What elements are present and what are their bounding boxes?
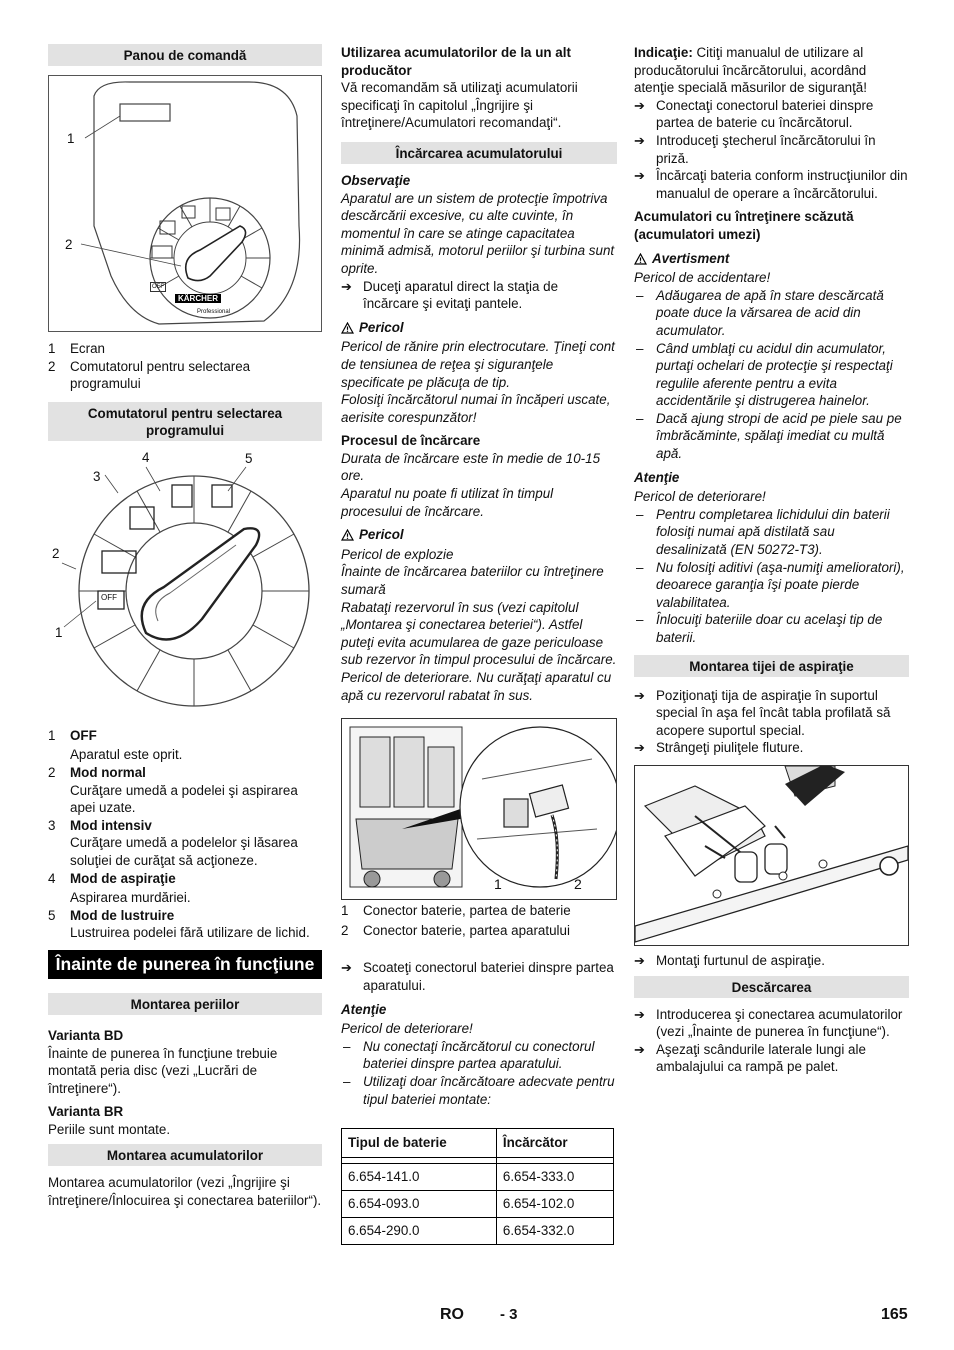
column-right <box>634 44 909 1076</box>
figure-callout-2: 2 <box>574 876 582 893</box>
section-header-unloading: Descărcarea <box>634 976 909 998</box>
list-item: 1 Ecran <box>48 341 105 356</box>
step-item: ➔ Scoateţi conectorul bateriei dinspre partea aparatului. <box>341 959 617 994</box>
suction-bar-figure <box>634 765 909 946</box>
section-header-charging: Încărcarea acumulatorului <box>341 142 617 164</box>
switch-callout-2: 2 <box>52 545 60 561</box>
control-panel-drawing <box>49 76 321 331</box>
section-header-suction-bar: Montarea tijei de aspiraţie <box>634 655 909 677</box>
step-item: ➔ Introduceţi ştecherul încărcătorului în priză. <box>634 132 909 167</box>
table-row <box>342 1218 614 1245</box>
danger-heading: Pericol <box>341 319 617 337</box>
suction-bar-drawing <box>635 766 908 945</box>
footer-language: RO <box>440 1306 464 1323</box>
step-item: ➔ Aşezaţi scândurile laterale lungi ale ambalajului ca rampă pe palet. <box>634 1041 909 1076</box>
step-item: ➔ Încărcaţi bateria conform instrucţiunilor din manualul de operare a încărcătorului. <box>634 167 909 202</box>
column-middle <box>341 44 617 1245</box>
footer-section-number: - 3 <box>500 1306 518 1323</box>
table-cell: 6.654-290.0 <box>342 1218 497 1245</box>
section-header-control-panel: Panou de comandă <box>48 44 322 66</box>
list-item-desc: Lustruirea podelei fără utilizare de lichid. <box>70 925 310 941</box>
list-item: 5 Mod de lustruire <box>48 907 175 923</box>
danger-text: Înainte de încărcarea bateriilor cu întreţinere sumară <box>341 564 604 598</box>
column-left <box>48 44 322 1210</box>
panel-legend <box>48 340 322 393</box>
step-item: ➔ Duceţi aparatul direct la staţia de încărcare şi evitaţi pantele. <box>341 278 617 313</box>
variant-bd-text: Înainte de punerea în funcţiune trebuie montată peria disc (vezi „Lucrări de întreţinere“). <box>48 1045 278 1096</box>
section-header-accumulators: Montarea acumulatorilor <box>48 1144 322 1166</box>
danger-text: Pericol de explozie <box>341 546 454 562</box>
table-cell: 6.654-332.0 <box>496 1218 613 1245</box>
switch-callout-3: 3 <box>93 468 101 484</box>
figure-callout-1: 1 <box>494 876 502 893</box>
step-item: ➔ Strângeţi piuliţele fluture. <box>634 739 909 757</box>
list-item: 1 OFF <box>48 727 97 743</box>
list-item: 2 Comutatorul pentru selectarea programului <box>48 358 251 392</box>
list-item-desc: Curăţare umedă a podelelor şi lăsarea soluţiei de curăţat să acţioneze. <box>70 835 298 868</box>
variant-bd-title: Varianta BD <box>48 1027 124 1043</box>
switch-callout-4: 4 <box>142 449 150 465</box>
warning-triangle-icon <box>341 322 354 334</box>
section-header-brushes: Montarea periilor <box>48 993 322 1015</box>
table-cell: 6.654-093.0 <box>342 1191 497 1218</box>
step-item: ➔ Montaţi furtunul de aspiraţie. <box>634 952 909 970</box>
caution-item: – Nu conectaţi încărcătorul cu conectorul bateriei dinspre partea aparatului. <box>341 1038 617 1073</box>
danger-text: Rabataţi rezervorul în sus (vezi capitolul „Montarea şi conectarea beteriei“). Astfel puteţi evita acumularea de gaze periculoase sub rezervor în timpul procesului de încărcare. <box>341 599 617 668</box>
list-item: 2 Conector baterie, partea aparatului <box>341 922 570 938</box>
table-header-row <box>342 1129 614 1158</box>
switch-callout-1: 1 <box>55 624 63 640</box>
note-paragraph <box>634 44 909 97</box>
table-cell: 6.654-141.0 <box>342 1164 497 1191</box>
panel-brand-logo: KÄRCHER <box>175 294 221 303</box>
switch-off-label: OFF <box>101 592 117 602</box>
note-text: Citiţi manualul de utilizare al producătorului încărcătorului, acordând atenţie specială măsurilor de siguranţă! <box>634 45 867 96</box>
warning-item: – Dacă ajung stropi de acid pe piele sau pe îmbrăcăminte, spălaţi imediat cu multă apă. <box>634 410 909 463</box>
warning-triangle-icon <box>634 253 647 265</box>
attention-item: – Înlocuiţi bateriile doar cu acelaşi tip de baterii. <box>634 611 909 646</box>
attention-item: – Nu folosiţi aditivi (aşa-numiţi amelioratori), deoarece garanţia îşi poate pierde valabilitatea. <box>634 559 909 612</box>
attention-text: Pericol de deteriorare! <box>634 489 766 505</box>
table-row <box>342 1191 614 1218</box>
variant-br-text: Periile sunt montate. <box>48 1121 171 1137</box>
danger-text: Folosiţi încărcătorul numai în încăperi uscate, aerisite corespunzător! <box>341 392 611 425</box>
list-item: 2 Mod normal <box>48 764 146 780</box>
caution-item: – Utilizaţi doar încărcătoare adecvate pentru tipul bateriei montate: <box>341 1073 617 1108</box>
other-manufacturer-text: Vă recomandăm să utilizaţi acumulatorii specificaţi în capitolul „Îngrijire şi întreţinere/Acumulatori recomandaţi“. <box>341 80 578 131</box>
process-text: Aparatul nu poate fi utilizat în timpul procesului de încărcare. <box>341 486 554 519</box>
panel-callout-2: 2 <box>65 237 73 252</box>
table-cell: 6.654-102.0 <box>496 1191 613 1218</box>
caution-title: Atenţie <box>341 1001 387 1017</box>
warning-item: – Adăugarea de apă în stare descărcată poate duce la vărsarea de acid din acumulator. <box>634 287 909 340</box>
process-title: Procesul de încărcare <box>341 433 481 449</box>
attention-title: Atenţie <box>634 469 680 485</box>
attention-item: – Pentru completarea lichidului din baterii folosiţi numai apă distilată sau desalinizată (EN 50272-T3). <box>634 506 909 559</box>
warning-heading: Avertisment <box>634 250 909 268</box>
warning-text: Pericol de accidentare! <box>634 270 771 286</box>
panel-callout-1: 1 <box>67 131 75 146</box>
footer-page-number: 165 <box>881 1306 908 1323</box>
switch-callout-5: 5 <box>245 450 253 466</box>
table-header-cell: Tipul de baterie <box>342 1129 497 1158</box>
other-manufacturer-title: Utilizarea acumulatorilor de la un alt producător <box>341 45 571 78</box>
table-row <box>342 1164 614 1191</box>
list-item: 1 Conector baterie, partea de baterie <box>341 903 571 919</box>
list-item: 4 Mod de aspiraţie <box>48 870 176 886</box>
figure-legend <box>341 902 617 939</box>
table-header-cell: Încărcător <box>496 1129 613 1158</box>
warning-item: – Când umblaţi cu acidul din acumulator, purtaţi ochelari de protecţie şi respectaţi regulile aferente pentru a evita accidentările şi distrugerea hainelor. <box>634 340 909 410</box>
danger-text: Pericol de deteriorare. Nu curăţaţi aparatul cu apă cu rezervorul rabatat în sus. <box>341 670 612 703</box>
battery-charger-table <box>341 1128 614 1245</box>
list-item: 3 Mod intensiv <box>48 817 152 833</box>
variant-br-title: Varianta BR <box>48 1104 124 1120</box>
step-item: ➔ Introducerea şi conectarea acumulatorilor (vezi „Înainte de punerea în funcţiune“). <box>634 1006 909 1041</box>
table-cell: 6.654-333.0 <box>496 1164 613 1191</box>
battery-connector-drawing <box>342 719 616 899</box>
list-item-desc: Aspirarea murdăriei. <box>70 890 191 906</box>
list-item-desc: Aparatul este oprit. <box>70 747 183 763</box>
wet-battery-title: Acumulatori cu întreţinere scăzută (acumulatori umezi) <box>634 209 854 242</box>
caution-text: Pericol de deteriorare! <box>341 1021 473 1037</box>
step-item: ➔ Poziţionaţi tija de aspiraţie în suportul special în aşa fel încât tabla profilată să acopere suportul special. <box>634 687 909 740</box>
danger-heading: Pericol <box>341 526 617 544</box>
accumulators-text: Montarea acumulatorilor (vezi „Îngrijire şi întreţinere/Înlocuirea şi conectarea bateriilor“). <box>48 1175 322 1209</box>
process-text: Durata de încărcare este în medie de 10-15 ore. <box>341 450 601 484</box>
switch-legend <box>48 727 322 942</box>
battery-connector-figure <box>341 718 617 900</box>
control-panel-figure <box>48 75 322 332</box>
panel-off-label: OFF <box>152 284 164 290</box>
list-item-desc: Curăţare umedă a podelei şi aspirarea apei uzate. <box>70 782 298 816</box>
danger-text: Pericol de rănire prin electrocutare. Ţineţi cont de tensiunea de reţea şi siguranţele specificate pe plăcuţa de tip. <box>341 339 615 390</box>
chapter-heading: Înainte de punerea în funcţiune <box>48 950 322 979</box>
warning-triangle-icon <box>341 529 354 541</box>
program-switch-drawing <box>48 451 322 721</box>
observation-title: Observaţie <box>341 172 411 188</box>
observation-text: Aparatul are un sistem de protecţie împotriva descărcării excesive, cu alte cuvinte, în momentul în care se atinge capacitatea minimă admisă, motorul periilor şi turbina sunt oprite. <box>341 190 615 276</box>
panel-professional-label: Professional <box>197 309 231 315</box>
section-header-program-switch: Comutatorul pentru selectarea programului <box>48 402 322 441</box>
note-label: Indicaţie: <box>634 45 693 60</box>
program-switch-figure <box>48 451 322 721</box>
step-item: ➔ Conectaţi conectorul bateriei dinspre partea de baterie cu încărcătorul. <box>634 97 909 132</box>
